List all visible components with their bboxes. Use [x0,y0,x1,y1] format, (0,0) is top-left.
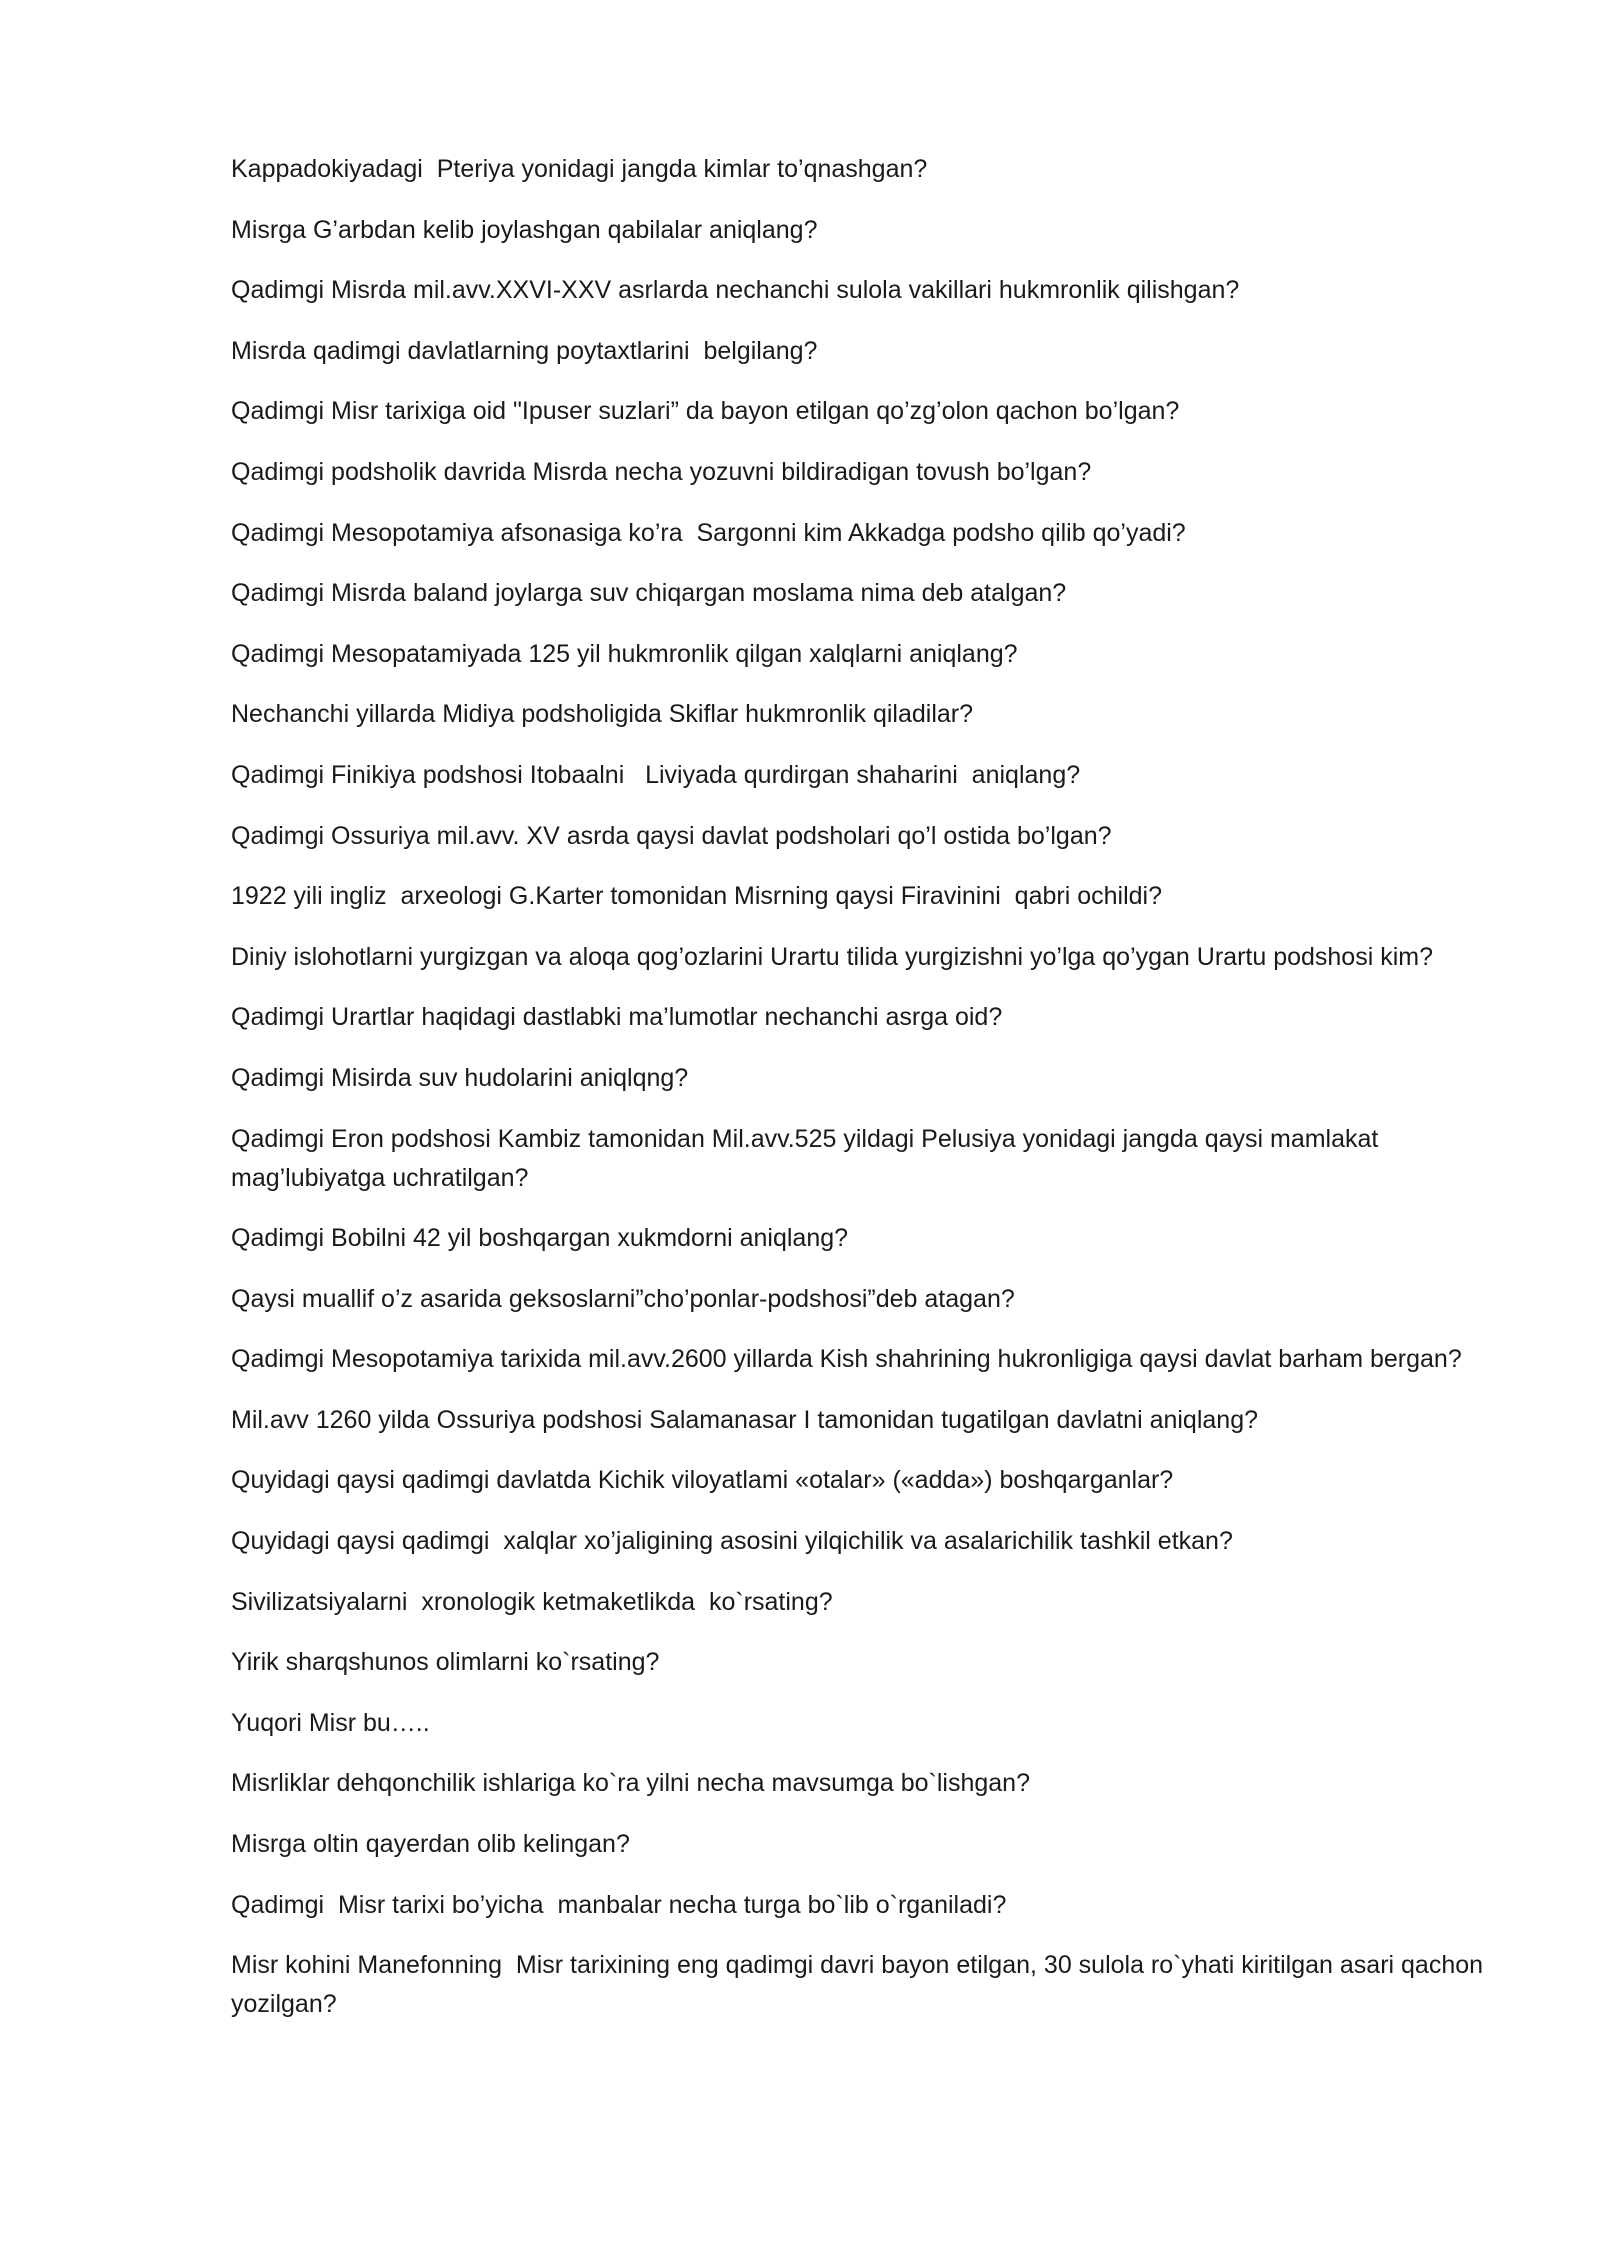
question-1: Kappadokiyadagi Pteriya yonidagi jangda kimlar to’qnashgan? [231,155,928,183]
question-19: Qaysi muallif o’z asarida geksoslarni”cho’ponlar-podshosi”deb atagan? [231,1284,1015,1313]
question-5: Qadimgi Misr tarixiga oid "Ipuser suzlari” da bayon etilgan qo’zg’olon qachon bo’lgan? [231,397,1180,426]
question-16: Qadimgi Misirda suv hudolarini aniqlqng? [231,1063,689,1092]
question-18: Qadimgi Bobilni 42 yil boshqargan xukmdorni aniqlang? [231,1224,849,1253]
question-28: Misrga oltin qayerdan olib kelingan? [231,1830,630,1859]
question-25: Yirik sharqshunos olimlarni ko`rsating? [231,1648,660,1677]
question-10: Nechanchi yillarda Midiya podsholigida Skiflar hukmronlik qiladilar? [231,700,974,729]
question-2: Misrga G’arbdan kelib joylashgan qabilalar aniqlang? [231,215,818,244]
question-17: Qadimgi Eron podshosi Kambiz tamonidan Mil.avv.525 yildagi Pelusiya yonidagi jangda qaysi mamlakat mag’lubiyatga uchratilgan? [231,1124,1386,1192]
question-7: Qadimgi Mesopotamiya afsonasiga ko’ra Sargonni kim Akkadga podsho qilib qo’yadi? [231,518,1186,547]
question-11: Qadimgi Finikiya podshosi Itobaalni Liviyada qurdirgan shaharini aniqlang? [231,760,1081,789]
question-29: Qadimgi Misr tarixi bo’yicha manbalar necha turga bo`lib o`rganiladi? [231,1890,1007,1919]
question-21: Mil.avv 1260 yilda Ossuriya podshosi Salamanasar I tamonidan tugatilgan davlatni aniqlang? [231,1405,1259,1434]
question-12: Qadimgi Ossuriya mil.avv. XV asrda qaysi davlat podsholari qo’l ostida bo’lgan? [231,821,1112,850]
question-27: Misrliklar dehqonchilik ishlariga ko`ra yilni necha mavsumga bo`lishgan? [231,1769,1030,1798]
question-26: Yuqori Misr bu….. [231,1708,430,1737]
question-8: Qadimgi Misrda baland joylarga suv chiqargan moslama nima deb atalgan? [231,579,1067,608]
question-15: Qadimgi Urartlar haqidagi dastlabki ma’lumotlar nechanchi asrga oid? [231,1003,1003,1032]
question-22: Quyidagi qaysi qadimgi davlatda Kichik viloyatlami «otalar» («adda») boshqarganlar? [231,1466,1174,1495]
question-9: Qadimgi Mesopatamiyada 125 yil hukmronlik qilgan xalqlarni aniqlang? [231,639,1018,668]
question-30: Misr kohini Manefonning Misr tarixining eng qadimgi davri bayon etilgan, 30 sulola ro`yhati kiritilgan asari qachon yozilgan? [231,1951,1490,2019]
question-24: Sivilizatsiyalarni xronologik ketmaketlikda ko`rsating? [231,1587,833,1616]
question-3: Qadimgi Misrda mil.avv.XXVI-XXV asrlarda nechanchi sulola vakillari hukmronlik qilishgan? [231,276,1240,305]
document-page [231,150,1491,2046]
question-23: Quyidagi qaysi qadimgi xalqlar xo’jaligining asosini yilqichilik va asalarichilik tashkil etkan? [231,1527,1233,1556]
question-4: Misrda qadimgi davlatlarning poytaxtlarini belgilang? [231,336,818,365]
question-14: Diniy islohotlarni yurgizgan va aloqa qog’ozlarini Urartu tilida yurgizishni yo’lga qo’ygan Urartu podshosi kim? [231,942,1433,971]
question-6: Qadimgi podsholik davrida Misrda necha yozuvni bildiradigan tovush bo’lgan? [231,457,1092,486]
question-20: Qadimgi Mesopotamiya tarixida mil.avv.2600 yillarda Kish shahrining hukronligiga qaysi davlat barham bergan? [231,1345,1462,1374]
question-13: 1922 yili ingliz arxeologi G.Karter tomonidan Misrning qaysi Firavinini qabri ochildi? [231,882,1162,911]
